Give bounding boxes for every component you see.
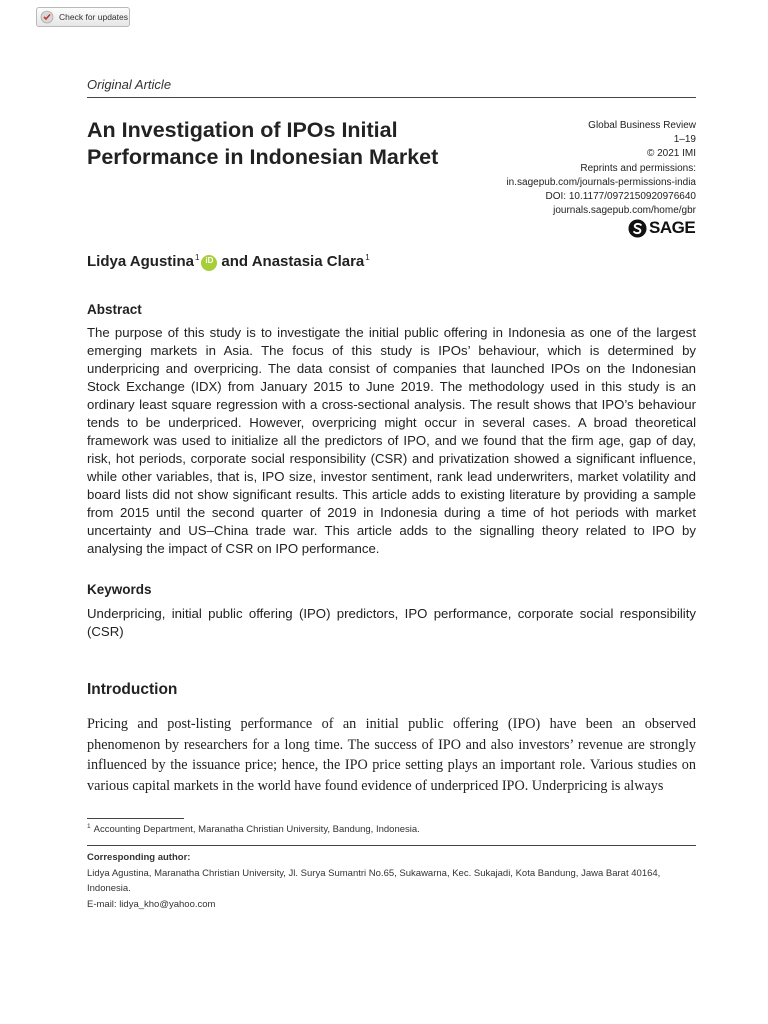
corresponding-author-block [87, 850, 696, 912]
check-for-updates-label: Check for updates [59, 12, 128, 22]
corresponding-divider [87, 845, 696, 846]
journal-homepage-link[interactable]: journals.sagepub.com/home/gbr [553, 205, 696, 217]
corresponding-email[interactable]: E-mail: lidya_kho@yahoo.com [87, 898, 216, 910]
orcid-icon[interactable]: iD [201, 255, 217, 271]
article-type: Original Article [87, 77, 172, 92]
permissions-link[interactable]: in.sagepub.com/journals-permissions-india [506, 176, 696, 188]
author-name[interactable]: Lidya Agustina [87, 253, 194, 270]
footnote-text: Accounting Department, Maranatha Christian University, Bandung, Indonesia. [93, 824, 420, 836]
affiliation-marker-2: 1 [365, 253, 370, 262]
copyright: © 2021 IMI [646, 148, 696, 160]
keywords-heading: Keywords [87, 582, 152, 597]
footnote-marker: 1 [87, 823, 91, 830]
introduction-heading: Introduction [87, 681, 178, 698]
author-name-2[interactable]: and Anastasia Clara [221, 253, 365, 270]
reprints-label: Reprints and permissions: [580, 162, 696, 174]
abstract-text: The purpose of this study is to investigate the initial public offering in Indonesia as one of the largest emerging markets in Asia. The focus of this study is IPOs’ behaviour, which is determined by underpricing and overpricing. The data consist of companies that launched IPOs on the Indonesian Stock Exchange (IDX) from January 2015 to June 2019. The methodology used in this study is an ordinary least square regression with a cross-sectional analysis. The result shows that IPO’s behaviour tends to be underpriced. However, overpricing might occur in several cases. A broad theoretical framework was used to initialize all the predictors of IPO, and we found that the firm age, gap of day, risk, hot periods, corporate social responsibility (CSR) and privatization showed a significant influence, while other variables, that is, IPO size, investor sentiment, rank lead underwriters, market volatility and board lists did not show significant results. This article adds to existing literature by providing a sample from 2015 until the second quarter of 2019 in Indonesia during a time of hot periods with market uncertainty and US–China trade war. This article adds to the signalling theory related to IPO by analysing the impact of CSR on IPO performance. [87, 325, 696, 556]
sage-wordmark: SAGE [649, 218, 696, 237]
sage-logo [628, 218, 695, 238]
doi[interactable]: DOI: 10.1177/0972150920976640 [545, 191, 696, 203]
affiliation-footnote [87, 823, 420, 835]
journal-meta [506, 119, 696, 218]
check-for-updates-button[interactable] [36, 7, 130, 27]
check-updates-icon [40, 10, 54, 24]
affiliation-marker: 1 [194, 253, 200, 262]
footnote-divider [87, 818, 184, 819]
article-title: An Investigation of IPOs Initial Performance in Indonesian Market [87, 118, 439, 169]
abstract-heading: Abstract [87, 302, 142, 317]
author-list [87, 253, 370, 271]
journal-name: Global Business Review [588, 120, 696, 131]
corresponding-label: Corresponding author: [87, 852, 191, 863]
header-divider [87, 97, 696, 98]
corresponding-address: Lidya Agustina, Maranatha Christian University, Jl. Surya Sumantri No.65, Sukawarna, Kec. Sukajadi, Kota Bandung, Jawa Barat 40164, Indonesia. [87, 867, 661, 894]
keywords-text: Underpricing, initial public offering (IPO) predictors, IPO performance, corporate social responsibility (CSR) [87, 606, 696, 639]
introduction-text: Pricing and post-listing performance of an initial public offering (IPO) have been an observed phenomenon by researchers for a long time. The success of IPO and also investors’ revenue are strongly influenced by the issuance price; hence, the IPO price setting plays an important role. Various studies on various capital markets in the world have found evidence of underpriced IPO. Underpricing is always [87, 716, 696, 794]
sage-s-icon [628, 219, 647, 238]
page-range: 1–19 [673, 134, 696, 146]
